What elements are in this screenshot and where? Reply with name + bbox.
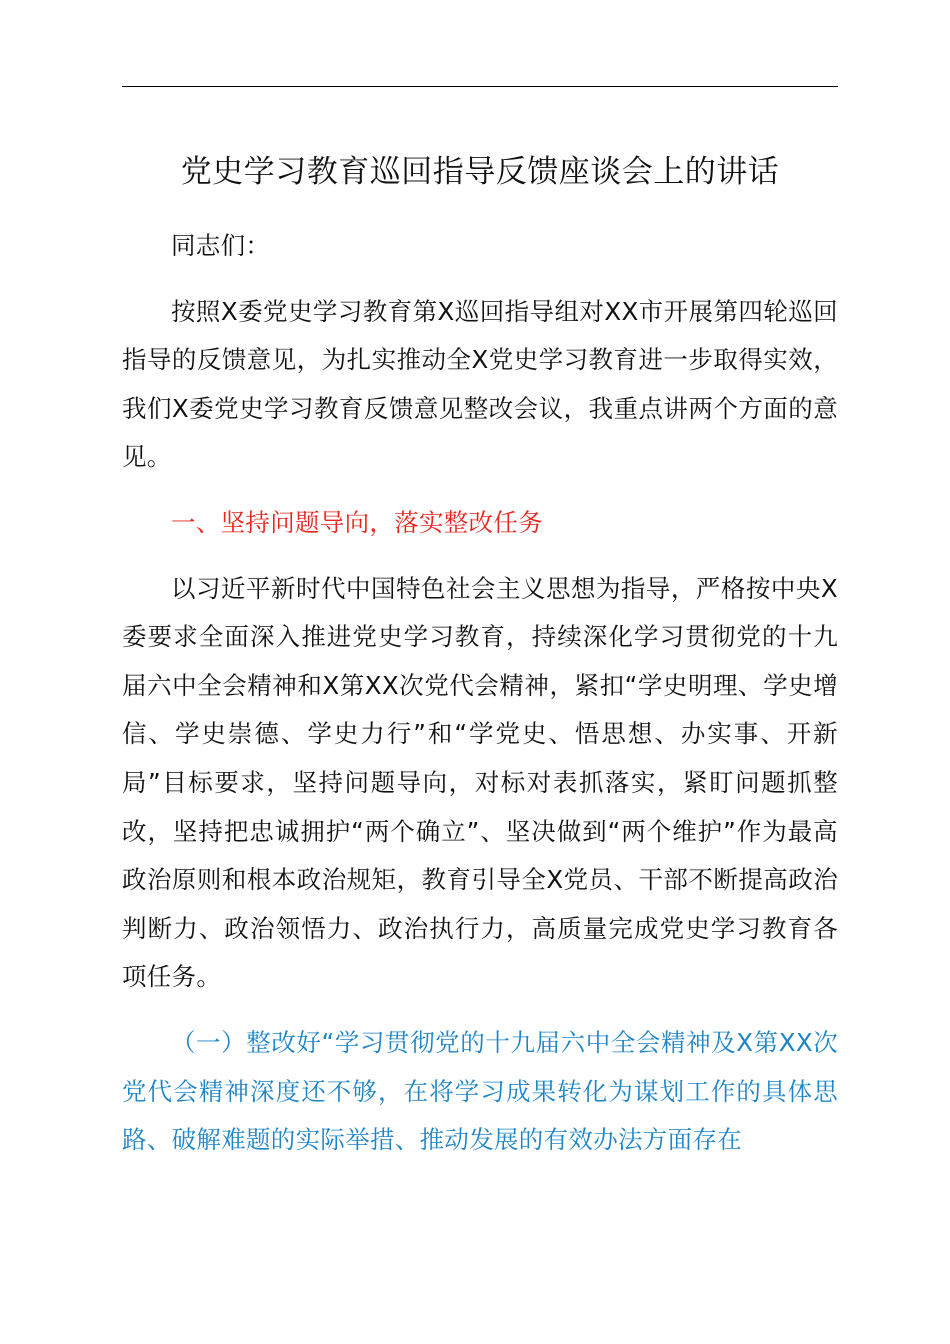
section-1-heading: 一、坚持问题导向，落实整改任务 [171,507,543,537]
document-body [122,222,838,1165]
document-title: 党史学习教育巡回指导反馈座谈会上的讲话 [180,154,780,190]
intro-paragraph: 按照X委党史学习教育第X巡回指导组对XX市开展第四轮巡回指导的反馈意见，为扎实推动全X党史学习教育进一步取得实效，我们X委党史学习教育反馈意见整改会议，我重点讲两个方面的意见。 [122,296,838,472]
section-1-paragraph: 以习近平新时代中国特色社会主义思想为指导，严格按中央X委要求全面深入推进党史学习教育，持续深化学习贯彻党的十九届六中全会精神和X第XX次党代会精神，紧扣“学史明理、学史增信、学史崇德、学史力行”和“学党史、悟思想、办实事、开新局”目标要求，坚持问题导向，对标对表抓落实，紧盯问题抓整改，坚持把忠诚拥护“两个确立”、坚决做到“两个维护”作为最高政治原则和根本政治规矩，教育引导全X党员、干部不断提高政治判断力、政治领悟力、政治执行力，高质量完成党史学习教育各项任务。 [122,573,838,992]
salutation: 同志们： [171,231,271,260]
header-rule [122,86,838,87]
subsection-1-heading: （一）整改好“学习贯彻党的十九届六中全会精神及X第XX次党代会精神深度还不够，在将学习成果转化为谋划工作的具体思路、破解难题的实际举措、推动发展的有效办法方面存在 [122,1027,838,1155]
